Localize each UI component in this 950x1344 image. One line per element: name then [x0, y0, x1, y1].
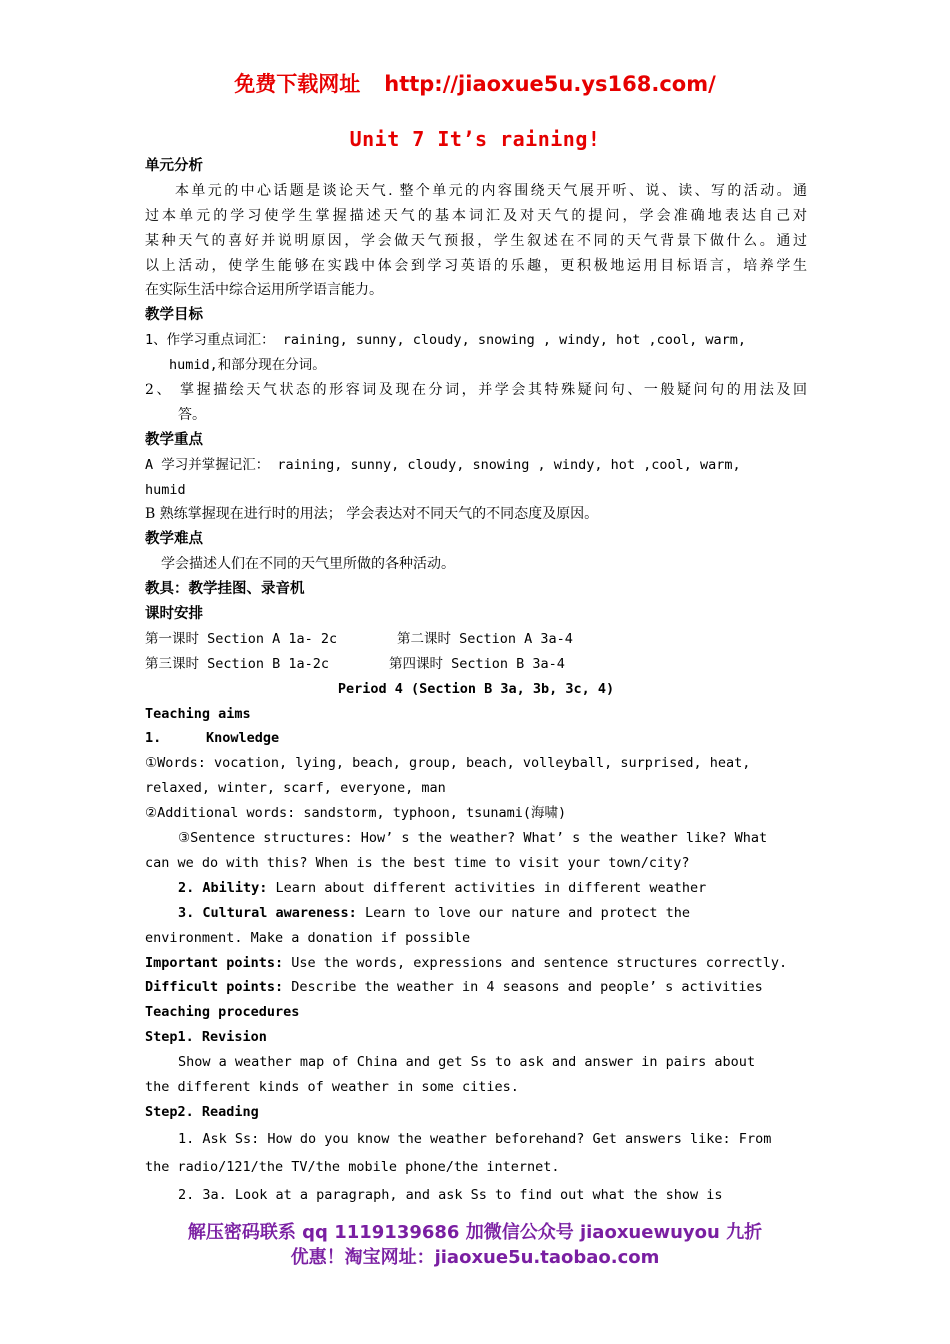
schedule-lesson-4: 第四课时 Section B 3a-4 — [389, 655, 565, 672]
goal-1-continuation: humid,和部分现在分词。 — [169, 357, 326, 374]
download-banner — [0, 68, 950, 98]
step2-item1-continuation: the radio/121/the TV/the mobile phone/the internet. — [145, 1158, 560, 1175]
ability-line — [145, 876, 807, 901]
ability-text: Learn about different activities in different weather — [267, 879, 707, 896]
analysis-line: 过本单元的学习使学生掌握描述天气的基本词汇及对天气的提问，学会准确地表达自己对 — [145, 207, 807, 224]
sentence-structures-line: ③Sentence structures: How’ s the weather? What’ s the weather like? What — [178, 830, 768, 847]
goal-1-line: 1、作学习重点词汇： raining, sunny, cloudy, snowing , windy, hot ,cool, warm, — [145, 332, 747, 349]
step2-heading: Step2. Reading — [145, 1103, 259, 1120]
goal-2-continuation: 答。 — [178, 406, 206, 423]
sentence-structures-continuation: can we do with this? When is the best time to visit your town/city? — [145, 854, 690, 871]
schedule-row — [145, 627, 807, 652]
goals-heading: 教学目标 — [145, 307, 203, 324]
difficult-points-line — [145, 975, 807, 1000]
difficulty-heading: 教学难点 — [145, 531, 203, 548]
step1-heading: Step1. Revision — [145, 1029, 267, 1046]
additional-words: ②Additional words: sandstorm, typhoon, tsunami(海啸) — [145, 805, 567, 822]
cultural-label: 3. Cultural awareness: — [178, 904, 357, 921]
knowledge-number: 1. — [145, 730, 162, 747]
difficult-label: Difficult points: — [145, 979, 284, 996]
key-points-heading: 教学重点 — [145, 431, 203, 448]
words-continuation: relaxed, winter, scarf, everyone, man — [145, 780, 446, 797]
cultural-text: Learn to love our nature and protect the — [356, 904, 691, 921]
difficult-text: Describe the weather in 4 seasons and people’ s activities — [283, 979, 763, 996]
ability-label: 2. Ability: — [178, 879, 268, 896]
step1-continuation: the different kinds of weather in some cities. — [145, 1078, 519, 1095]
cultural-awareness-line — [145, 901, 807, 926]
important-text: Use the words, expressions and sentence structures correctly. — [283, 954, 788, 971]
banner-url-link[interactable]: http://jiaoxue5u.ys168.com/ — [384, 72, 716, 96]
analysis-heading: 单元分析 — [145, 158, 203, 174]
teaching-aims-heading: Teaching aims — [145, 705, 251, 722]
footer-shop-line[interactable]: 优惠！淘宝网址：jiaoxue5u.taobao.com — [290, 1247, 660, 1268]
key-point-a-line: A 学习并掌握记汇： raining, sunny, cloudy, snowing , windy, hot ,cool, warm, — [145, 456, 741, 473]
knowledge-label: Knowledge — [206, 730, 280, 747]
analysis-line: 在实际生活中综合运用所学语言能力。 — [145, 282, 383, 299]
procedures-heading: Teaching procedures — [145, 1004, 300, 1021]
schedule-lesson-1: 第一课时 Section A 1a- 2c — [145, 630, 338, 647]
footer-contact-line: 解压密码联系 qq 1119139686 加微信公众号 jiaoxuewuyou 九折 — [187, 1222, 763, 1243]
lesson-plan-body — [145, 154, 807, 1209]
key-point-b: B 熟练掌握现在进行时的用法； 学会表达对不同天气的不同态度及原因。 — [145, 506, 599, 523]
key-point-a-continuation: humid — [145, 481, 186, 498]
analysis-line: 某种天气的喜好并说明原因，学会做天气预报，学生叙述在不同的天气背景下做什么。通过 — [145, 232, 807, 249]
words-line: ①Words: vocation, lying, beach, group, beach, volleyball, surprised, heat, — [145, 755, 751, 772]
step2-item1-line: 1. Ask Ss: How do you know the weather beforehand? Get answers like: From — [178, 1130, 772, 1147]
schedule-lesson-2: 第二课时 Section A 3a-4 — [397, 630, 573, 647]
period-title: Period 4 (Section B 3a, 3b, 3c, 4) — [337, 680, 615, 697]
unit-title: Unit 7 It’s raining! — [349, 127, 601, 151]
step2-item2-line: 2. 3a. Look at a paragraph, and ask Ss to find out what the show is — [178, 1186, 723, 1203]
important-label: Important points: — [145, 954, 284, 971]
important-points-line — [145, 951, 807, 976]
goal-2-line: 2、 掌握描绘天气状态的形容词及现在分词，并学会其特殊疑问句、一般疑问句的用法及回 — [145, 382, 807, 399]
cultural-continuation: environment. Make a donation if possible — [145, 929, 471, 946]
difficulty-text: 学会描述人们在不同的天气里所做的各种活动。 — [161, 556, 455, 573]
analysis-line: 以上活动，使学生能够在实践中体会到学习英语的乐趣，更积极地运用目标语言，培养学生 — [145, 257, 807, 274]
analysis-line: 本单元的中心话题是谈论天气. 整个单元的内容围绕天气展开听、说、读、写的活动。通 — [175, 182, 807, 199]
step1-line: Show a weather map of China and get Ss to ask and answer in pairs about — [178, 1054, 756, 1071]
schedule-heading: 课时安排 — [145, 606, 203, 623]
schedule-row — [145, 652, 807, 677]
knowledge-heading — [145, 726, 807, 751]
teaching-tools: 教具：教学挂图、录音机 — [145, 581, 305, 598]
schedule-lesson-3: 第三课时 Section B 1a-2c — [145, 655, 330, 672]
banner-label: 免费下载网址 — [234, 72, 361, 96]
